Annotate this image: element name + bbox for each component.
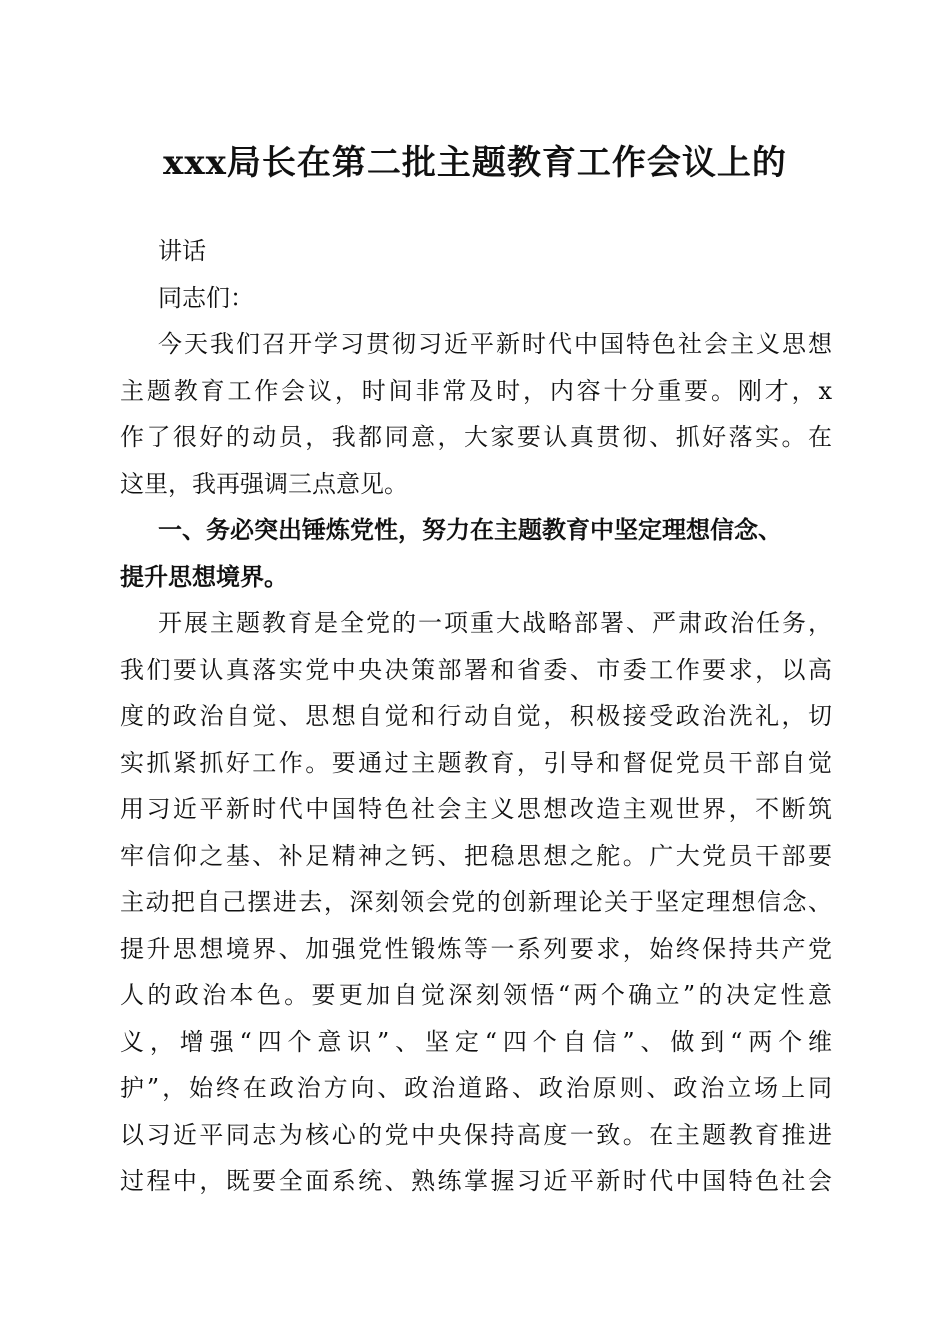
paragraph-line: 义，增强“四个意识”、坚定“四个自信”、做到“两个维 — [120, 1027, 832, 1056]
paragraph-line: 度的政治自觉、思想自觉和行动自觉，积极接受政治洗礼，切 — [120, 702, 832, 730]
paragraph-line: 以习近平同志为核心的党中央保持高度一致。在主题教育推进 — [120, 1120, 832, 1149]
section-heading-line: 一、务必突出锤炼党性，努力在主题教育中坚定理想信念、 — [158, 516, 782, 544]
paragraph-line: 我们要认真落实党中央决策部署和省委、市委工作要求，以高 — [120, 655, 832, 684]
paragraph-line: 用习近平新时代中国特色社会主义思想改造主观世界，不断筑 — [120, 795, 832, 823]
paragraph-line: 提升思想境界、加强党性锻炼等一系列要求，始终保持共产党 — [120, 934, 832, 963]
paragraph-line: 人的政治本色。要更加自觉深刻领悟“两个确立”的决定性意 — [120, 981, 832, 1009]
paragraph-line: 主题教育工作会议，时间非常及时，内容十分重要。刚才，x — [120, 376, 832, 405]
paragraph-line: 今天我们召开学习贯彻习近平新时代中国特色社会主义思想 — [158, 330, 832, 358]
paragraph-line: 这里，我再强调三点意见。 — [120, 469, 408, 498]
title-continuation-line: 讲话 — [158, 237, 206, 265]
document-body — [120, 228, 832, 1205]
document-title: xxx局长在第二批主题教育工作会议上的 — [163, 143, 787, 183]
paragraph-line: 牢信仰之基、补足精神之钙、把稳思想之舵。广大党员干部要 — [120, 841, 832, 870]
salutation-line: 同志们： — [158, 283, 254, 312]
section-heading-line: 提升思想境界。 — [120, 562, 288, 591]
paragraph-line: 过程中，既要全面系统、熟练掌握习近平新时代中国特色社会 — [120, 1167, 832, 1195]
paragraph-line: 护”，始终在政治方向、政治道路、政治原则、政治立场上同 — [120, 1074, 832, 1102]
paragraph-line: 作了很好的动员，我都同意，大家要认真贯彻、抓好落实。在 — [120, 423, 832, 451]
paragraph-line: 主动把自己摆进去，深刻领会党的创新理论关于坚定理想信念、 — [120, 888, 832, 916]
paragraph-line: 实抓紧抓好工作。要通过主题教育，引导和督促党员干部自觉 — [120, 748, 832, 777]
paragraph-line: 开展主题教育是全党的一项重大战略部署、严肃政治任务， — [158, 609, 832, 637]
